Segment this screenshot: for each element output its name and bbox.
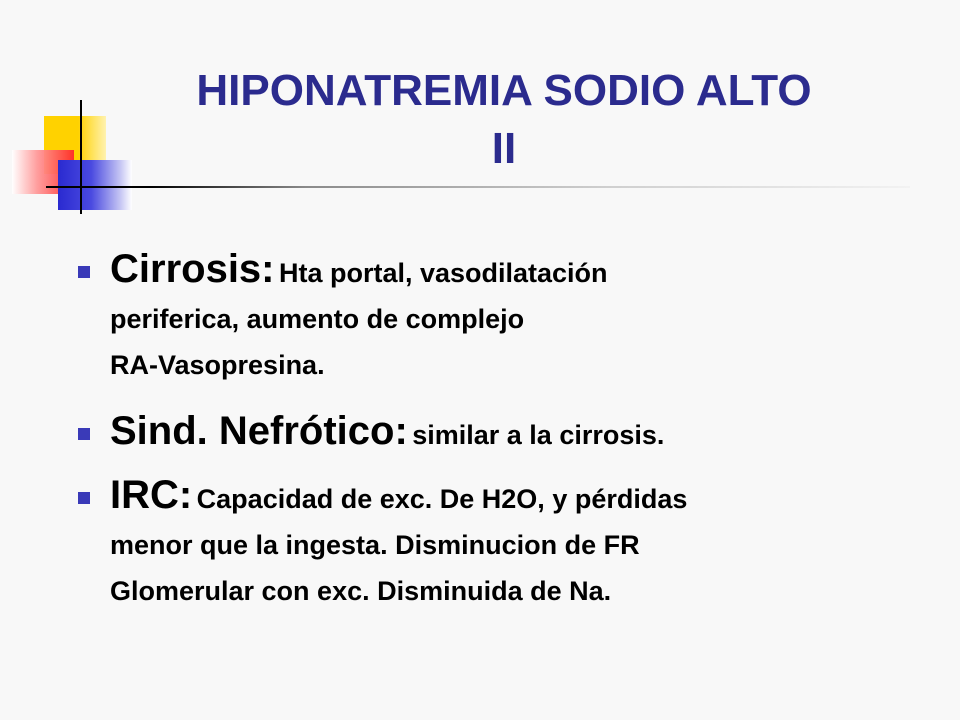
bullet-desc-continuation: periferica, aumento de complejo [110, 304, 525, 334]
bullet-item-sind-nefrotico [110, 408, 930, 458]
slide-title-line-1: HIPONATREMIA SODIO ALTO [196, 66, 812, 115]
bullet-term: Cirrosis: [110, 247, 275, 291]
square-bullet-icon [78, 492, 90, 504]
bullet-desc-continuation: Glomerular con exc. Disminuida de Na. [110, 576, 612, 606]
square-bullet-icon [78, 428, 90, 440]
bullet-term: IRC: [110, 473, 193, 517]
square-bullet-icon [78, 266, 90, 278]
bullet-desc: Hta portal, vasodilatación [278, 258, 608, 288]
bullet-desc: Capacidad de exc. De H2O, y pérdidas [196, 484, 688, 514]
bullet-item-irc [110, 472, 930, 614]
bullet-item-cirrosis [110, 246, 930, 388]
bullet-desc: similar a la cirrosis. [412, 420, 665, 450]
bullet-term: Sind. Nefrótico: [110, 409, 408, 453]
slide-title-line-2: II [491, 124, 517, 173]
bullet-desc-continuation: menor que la ingesta. Disminucion de FR [110, 530, 640, 560]
bullet-desc-continuation: RA-Vasopresina. [110, 350, 325, 380]
